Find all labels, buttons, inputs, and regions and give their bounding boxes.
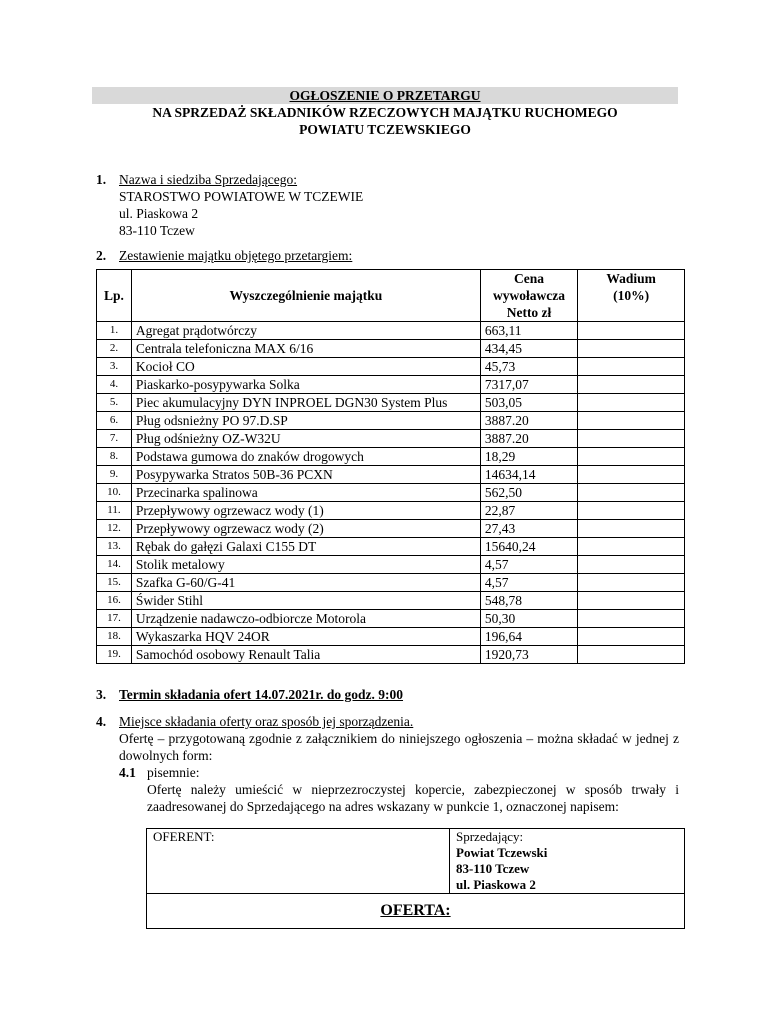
- table-row: [97, 412, 685, 430]
- row-name: Stolik metalowy: [131, 556, 480, 574]
- row-name: Pług odśnieżny OZ-W32U: [131, 430, 480, 448]
- row-price: 7317,07: [480, 376, 577, 394]
- row-lp: 13.: [97, 538, 132, 556]
- row-lp: 7.: [97, 430, 132, 448]
- row-name: Pług odsnieżny PO 97.D.SP: [131, 412, 480, 430]
- table-row: [97, 556, 685, 574]
- offerent-cell: [147, 829, 450, 894]
- row-wadium: [578, 592, 685, 610]
- row-price: 1920,73: [480, 646, 577, 664]
- table-row: [97, 358, 685, 376]
- title-line-2: NA SPRZEDAŻ SKŁADNIKÓW RZECZOWYCH MAJĄTKU RUCHOMEGO: [152, 105, 618, 120]
- row-lp: 16.: [97, 592, 132, 610]
- table-row: [97, 502, 685, 520]
- seller-label: Sprzedający:: [456, 829, 524, 844]
- header-name: Wyszczególnienie majątku: [131, 270, 480, 322]
- row-wadium: [578, 412, 685, 430]
- row-price: 434,45: [480, 340, 577, 358]
- table-row: [97, 574, 685, 592]
- row-lp: 10.: [97, 484, 132, 502]
- header-wadium-line2: (10%): [613, 288, 650, 303]
- row-price: 14634,14: [480, 466, 577, 484]
- section-2-number: 2.: [96, 248, 107, 263]
- row-lp: 9.: [97, 466, 132, 484]
- row-wadium: [578, 628, 685, 646]
- row-lp: 19.: [97, 646, 132, 664]
- row-lp: 17.: [97, 610, 132, 628]
- row-name: Kocioł CO: [131, 358, 480, 376]
- seller-city: 83-110 Tczew: [119, 223, 195, 238]
- row-wadium: [578, 466, 685, 484]
- row-price: 548,78: [480, 592, 577, 610]
- section-1-number: 1.: [96, 172, 107, 187]
- row-lp: 11.: [97, 502, 132, 520]
- row-wadium: [578, 484, 685, 502]
- row-name: Samochód osobowy Renault Talia: [131, 646, 480, 664]
- row-lp: 5.: [97, 394, 132, 412]
- envelope-seller-city: 83-110 Tczew: [456, 861, 530, 876]
- table-row: [97, 394, 685, 412]
- header-price-line1: Cena: [514, 271, 545, 286]
- row-wadium: [578, 502, 685, 520]
- section-4-intro: Ofertę – przygotowaną zgodnie z załącznikiem do niniejszego ogłoszenia – można składać w jednej z dowolnych form:: [119, 731, 679, 763]
- seller-name: STAROSTWO POWIATOWE W TCZEWIE: [119, 189, 364, 204]
- row-name: Przecinarka spalinowa: [131, 484, 480, 502]
- section-4-1-heading: pisemnie:: [147, 765, 200, 780]
- row-price: 18,29: [480, 448, 577, 466]
- row-price: 4,57: [480, 574, 577, 592]
- table-row: [97, 376, 685, 394]
- row-lp: 4.: [97, 376, 132, 394]
- row-price: 27,43: [480, 520, 577, 538]
- row-lp: 15.: [97, 574, 132, 592]
- row-name: Podstawa gumowa do znaków drogowych: [131, 448, 480, 466]
- row-name: Agregat prądotwórczy: [131, 322, 480, 340]
- row-wadium: [578, 448, 685, 466]
- row-lp: 3.: [97, 358, 132, 376]
- row-price: 45,73: [480, 358, 577, 376]
- header-price: [480, 270, 577, 322]
- table-row: [97, 448, 685, 466]
- title-line-1: OGŁOSZENIE O PRZETARGU: [92, 87, 678, 104]
- row-name: Piaskarko-posypywarka Solka: [131, 376, 480, 394]
- row-name: Wykaszarka HQV 24OR: [131, 628, 480, 646]
- row-name: Rębak do gałęzi Galaxi C155 DT: [131, 538, 480, 556]
- section-4-1-number: 4.1: [119, 765, 136, 780]
- envelope-seller-street: ul. Piaskowa 2: [456, 877, 536, 892]
- row-lp: 12.: [97, 520, 132, 538]
- row-name: Świder Stihl: [131, 592, 480, 610]
- row-wadium: [578, 376, 685, 394]
- row-wadium: [578, 340, 685, 358]
- row-price: 50,30: [480, 610, 577, 628]
- row-name: Przepływowy ogrzewacz wody (2): [131, 520, 480, 538]
- row-price: 3887.20: [480, 412, 577, 430]
- offer-label: OFERTA:: [147, 894, 685, 929]
- row-wadium: [578, 520, 685, 538]
- row-price: 22,87: [480, 502, 577, 520]
- row-price: 503,05: [480, 394, 577, 412]
- table-row: [97, 484, 685, 502]
- row-name: Przepływowy ogrzewacz wody (1): [131, 502, 480, 520]
- row-wadium: [578, 394, 685, 412]
- table-row: [97, 322, 685, 340]
- offerent-label: OFERENT:: [153, 829, 215, 844]
- table-row: [97, 520, 685, 538]
- table-row: [97, 538, 685, 556]
- row-price: 663,11: [480, 322, 577, 340]
- row-name: Posypywarka Stratos 50B-36 PCXN: [131, 466, 480, 484]
- table-row: [97, 340, 685, 358]
- row-lp: 8.: [97, 448, 132, 466]
- row-wadium: [578, 430, 685, 448]
- table-row: [97, 592, 685, 610]
- row-wadium: [578, 538, 685, 556]
- section-4-heading: Miejsce składania oferty oraz sposób jej sporządzenia.: [119, 714, 414, 729]
- section-1-heading: Nazwa i siedziba Sprzedającego:: [119, 172, 298, 187]
- row-lp: 18.: [97, 628, 132, 646]
- section-2-heading: Zestawienie majątku objętego przetargiem:: [119, 248, 353, 263]
- row-price: 196,64: [480, 628, 577, 646]
- envelope-seller-name: Powiat Tczewski: [456, 845, 548, 860]
- row-price: 4,57: [480, 556, 577, 574]
- row-lp: 2.: [97, 340, 132, 358]
- header-price-line2: wywoławcza: [493, 288, 565, 303]
- header-price-line3: Netto zł: [506, 305, 552, 320]
- row-name: Centrala telefoniczna MAX 6/16: [131, 340, 480, 358]
- row-wadium: [578, 322, 685, 340]
- table-row: [97, 646, 685, 664]
- header-wadium: [578, 270, 685, 322]
- table-row: [97, 610, 685, 628]
- table-row: [97, 466, 685, 484]
- table-row: [97, 430, 685, 448]
- seller-street: ul. Piaskowa 2: [119, 206, 199, 221]
- row-wadium: [578, 574, 685, 592]
- section-4-1-text: Ofertę należy umieścić w nieprzezroczystej kopercie, zabezpieczonej w sposób trwały i zaadresowanej do Sprzedającego na adres wskazany w punkcie 1, oznaczonej napisem:: [147, 782, 679, 814]
- envelope-template: [146, 828, 685, 929]
- table-row: [97, 628, 685, 646]
- row-name: Piec akumulacyjny DYN INPROEL DGN30 System Plus: [131, 394, 480, 412]
- deadline-text: Termin składania ofert 14.07.2021r. do godz. 9:00: [119, 687, 404, 702]
- row-price: 3887.20: [480, 430, 577, 448]
- row-wadium: [578, 556, 685, 574]
- row-wadium: [578, 646, 685, 664]
- section-4-number: 4.: [96, 714, 107, 729]
- seller-cell: [450, 829, 685, 894]
- row-lp: 6.: [97, 412, 132, 430]
- assets-table: [96, 269, 685, 664]
- title-block: [92, 104, 678, 138]
- section-3-number: 3.: [96, 687, 107, 702]
- header-wadium-line1: Wadium: [606, 271, 656, 286]
- title-line-3: POWIATU TCZEWSKIEGO: [299, 122, 471, 137]
- row-wadium: [578, 358, 685, 376]
- row-name: Szafka G-60/G-41: [131, 574, 480, 592]
- row-wadium: [578, 610, 685, 628]
- row-price: 15640,24: [480, 538, 577, 556]
- row-price: 562,50: [480, 484, 577, 502]
- row-lp: 14.: [97, 556, 132, 574]
- row-lp: 1.: [97, 322, 132, 340]
- table-header-row: [97, 270, 685, 322]
- row-name: Urządzenie nadawczo-odbiorcze Motorola: [131, 610, 480, 628]
- header-lp: Lp.: [97, 270, 132, 322]
